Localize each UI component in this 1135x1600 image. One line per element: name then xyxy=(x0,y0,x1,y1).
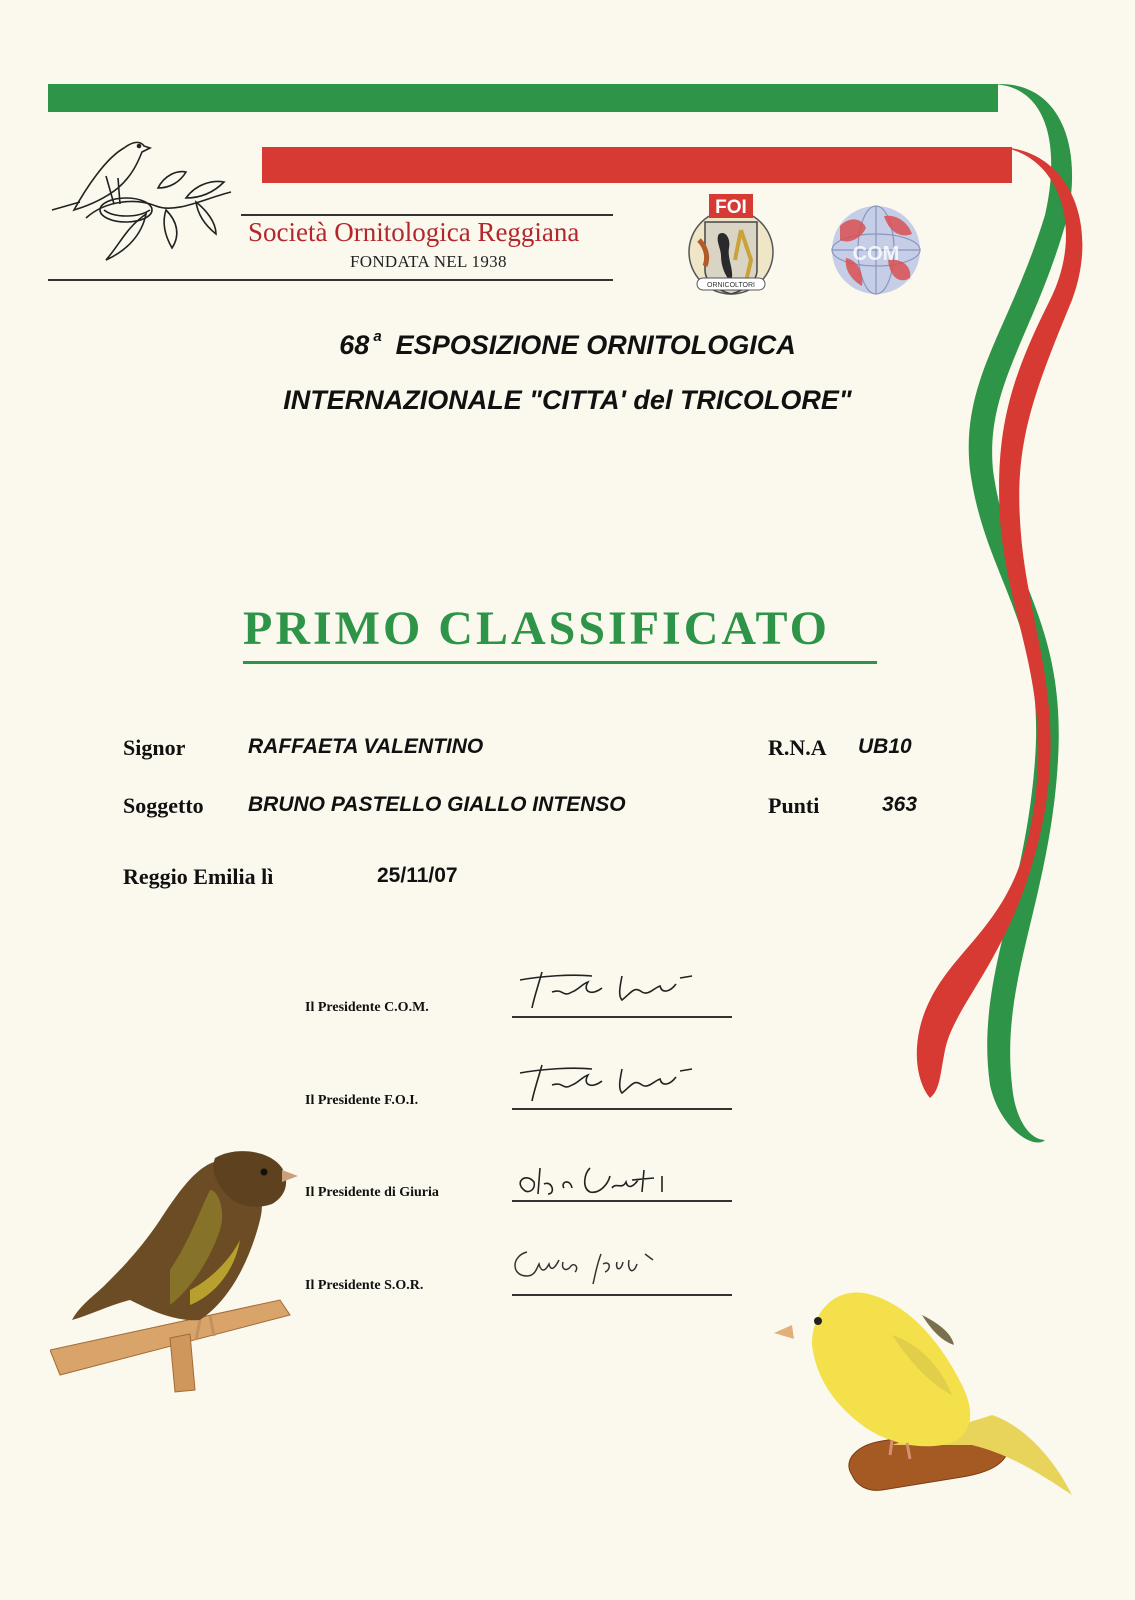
signature-label-com: Il Presidente C.O.M. xyxy=(305,1000,429,1015)
signature-label-sor: Il Presidente S.O.R. xyxy=(305,1278,424,1293)
society-name: Società Ornitologica Reggiana xyxy=(248,217,580,247)
signature-foi xyxy=(512,1055,712,1111)
edition-ordinal: a xyxy=(373,328,382,345)
soggetto-value: BRUNO PASTELLO GIALLO INTENSO xyxy=(248,793,626,816)
foi-label: FOI xyxy=(715,197,747,218)
heading-line1-text: ESPOSIZIONE ORNITOLOGICA xyxy=(395,330,796,360)
brown-canary-illustration xyxy=(50,1110,310,1395)
society-bottom-rule xyxy=(48,279,613,281)
com-label: COM xyxy=(852,243,900,265)
punti-label: Punti xyxy=(768,793,820,818)
com-globe-emblem xyxy=(826,200,926,300)
foi-motto: ORNICOLTORI xyxy=(707,282,755,289)
signature-giuria xyxy=(512,1160,712,1204)
foi-emblem xyxy=(675,190,787,302)
yellow-canary-illustration xyxy=(772,1275,1092,1530)
society-top-rule xyxy=(241,214,613,216)
signature-sor xyxy=(505,1238,705,1294)
signor-label: Signor xyxy=(123,735,186,760)
red-band xyxy=(262,147,1012,183)
soggetto-label: Soggetto xyxy=(123,793,204,818)
signature-line-sor xyxy=(512,1294,732,1296)
society-bird-logo xyxy=(46,118,246,273)
heading-line1 xyxy=(0,330,1135,361)
signor-value: RAFFAETA VALENTINO xyxy=(248,735,484,758)
award-title: PRIMO CLASSIFICATO xyxy=(243,602,830,655)
award-underline xyxy=(243,661,877,664)
signature-label-foi: Il Presidente F.O.I. xyxy=(305,1093,419,1108)
rna-value: UB10 xyxy=(858,735,912,758)
place-label: Reggio Emilia lì xyxy=(123,864,274,889)
society-founded: FONDATA NEL 1938 xyxy=(350,252,507,271)
date-value: 25/11/07 xyxy=(377,864,458,887)
rna-label: R.N.A xyxy=(768,735,827,760)
punti-value: 363 xyxy=(882,793,918,816)
signature-com xyxy=(512,962,712,1018)
heading-line2: INTERNAZIONALE "CITTA' del TRICOLORE" xyxy=(283,385,852,415)
signature-label-giuria: Il Presidente di Giuria xyxy=(305,1185,439,1200)
edition-number: 68 xyxy=(339,330,370,360)
